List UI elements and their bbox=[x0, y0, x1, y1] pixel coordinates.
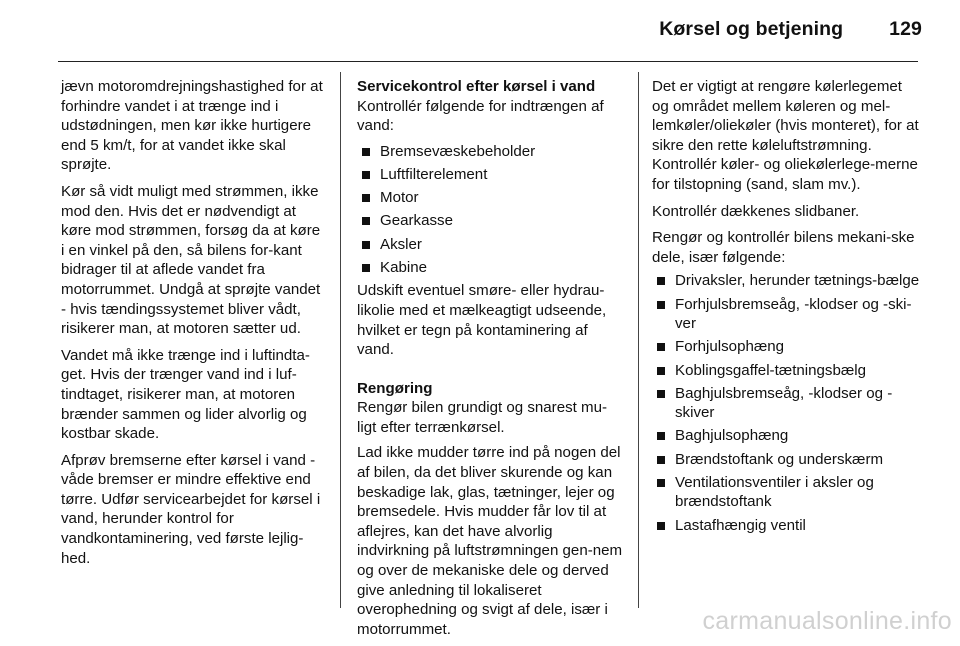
page-header bbox=[659, 18, 922, 41]
list-item: Bremsevæskebeholder bbox=[357, 142, 625, 162]
paragraph: Udskift eventuel smøre- eller hydrau-likolie med et mælkeagtigt udseende, hvilket er tegn på kontaminering af vand. bbox=[357, 282, 607, 359]
watermark: carmanualsonline.info bbox=[702, 607, 952, 635]
column-1 bbox=[61, 77, 323, 575]
list-item: Baghjulsbremseåg, -klodser og -skiver bbox=[652, 384, 920, 423]
paragraph: Det er vigtigt at rengøre kølerlegemet og området mellem køleren og mel-lemkøler/oliekøler (hvis monteret), for at sikre den rette køleluftstrømning. Kontrollér køler- og oliekølerlege-merne for tilstopning (sand, slam mv.). bbox=[652, 78, 919, 193]
paragraph: Kontrollér dækkenes slidbaner. bbox=[652, 202, 860, 220]
page-title: Kørsel og betjening bbox=[659, 18, 844, 40]
paragraph: jævn motoromdrejningshastighed for at forhindre vandet i at trænge ind i udstødningen, men kør ikke hurtigere end 5 km/t, for at vandet ikke skal sprøjte. bbox=[61, 78, 323, 174]
list-item: Brændstoftank og underskærm bbox=[652, 450, 920, 470]
column-2 bbox=[357, 77, 625, 646]
paragraph: Vandet må ikke trænge ind i luftindta-get. Hvis der trænger vand ind i luf-tindtaget, risikerer man, at motoren brænder sammen og lider alvorlig og kostbar skade. bbox=[61, 346, 310, 443]
service-intro: Kontrollér følgende for indtrængen af vand: bbox=[357, 97, 604, 135]
list-item: Forhjulsbremseåg, -klodser og -ski-ver bbox=[652, 295, 920, 334]
list-item: Koblingsgaffel-tætningsbælg bbox=[652, 361, 920, 381]
service-check-list bbox=[357, 142, 625, 278]
column-divider-1 bbox=[340, 72, 341, 608]
list-item: Aksler bbox=[357, 235, 625, 255]
mechanical-parts-list bbox=[652, 271, 920, 535]
page-number: 129 bbox=[889, 18, 922, 40]
list-item: Gearkasse bbox=[357, 211, 625, 231]
column-3 bbox=[652, 77, 920, 539]
paragraph: Kør så vidt muligt med strømmen, ikke mod den. Hvis det er nødvendigt at køre mod strømmen, forsøg da at køre i en vinkel på den, så bilens for-kant bidrager til at aflede vandet fra motorrummet. Undgå at sprøjte vandet - hvis tændingssystemet bliver vådt, risikerer man, at motoren sætter ud. bbox=[61, 182, 321, 338]
list-item: Baghjulsophæng bbox=[652, 426, 920, 446]
section-heading-cleaning: Rengøring bbox=[357, 379, 433, 397]
list-item: Lastafhængig ventil bbox=[652, 516, 920, 536]
paragraph: Afprøv bremserne efter kørsel i vand - våde bremser er mindre effektive end tørre. Udfør servicearbejdet for kørsel i vand, herunder kontrol for vandkontaminering, ved første lejlig-hed. bbox=[61, 451, 321, 567]
list-item: Ventilationsventiler i aksler og brændstoftank bbox=[652, 473, 920, 512]
column-divider-2 bbox=[638, 72, 639, 608]
cleaning-intro: Rengør bilen grundigt og snarest mu-ligt efter terrænkørsel. bbox=[357, 399, 608, 436]
list-item: Drivaksler, herunder tætnings-bælge bbox=[652, 271, 920, 291]
paragraph: Rengør og kontrollér bilens mekani-ske dele, især følgende: bbox=[652, 229, 915, 266]
list-item: Forhjulsophæng bbox=[652, 337, 920, 357]
list-item: Kabine bbox=[357, 258, 625, 278]
section-heading-service: Servicekontrol efter kørsel i vand bbox=[357, 78, 596, 95]
header-rule bbox=[58, 61, 918, 62]
list-item: Motor bbox=[357, 188, 625, 208]
paragraph: Lad ikke mudder tørre ind på nogen del af bilen, da det bliver skurende og kan beskadige lak, glas, tætninger, lejer og bremsedele. Hvis mudder får lov til at aflejres, kan det have alvorlig indvirkning på luftstrømningen gen-nem og over de mekaniske dele og derved give anledning til lokaliseret overophedning og svigt af dele, især i motorrummet. bbox=[357, 444, 623, 638]
list-item: Luftfilterelement bbox=[357, 165, 625, 185]
